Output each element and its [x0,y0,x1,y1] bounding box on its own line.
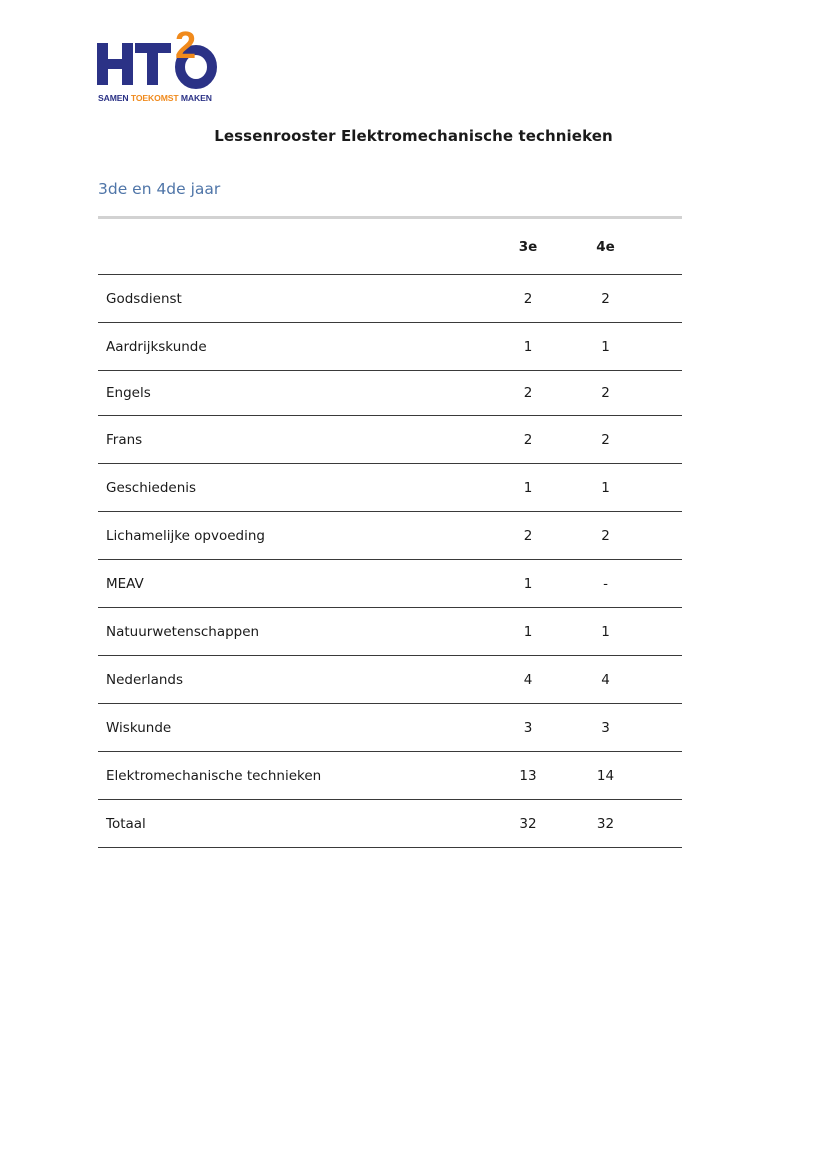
year3-hours-cell: 4 [489,656,567,704]
year3-hours-cell: 2 [489,416,567,464]
table-row [98,752,682,800]
table-row [98,656,682,704]
timetable [98,219,682,848]
table-header-row [98,219,682,275]
year4-hours-cell: 2 [567,371,644,416]
table-row [98,416,682,464]
year4-hours-cell: 1 [567,464,644,512]
year4-hours-cell: 14 [567,752,644,800]
year3-hours-cell: 1 [489,323,567,371]
table-row [98,371,682,416]
subject-cell: Natuurwetenschappen [98,608,489,656]
subject-cell: Wiskunde [98,704,489,752]
year3-hours-cell: 1 [489,608,567,656]
ht2o-logo-mark [97,28,222,94]
subject-cell: Godsdienst [98,275,489,323]
document-title: Lessenrooster Elektromechanische technieken [214,127,613,145]
year4-hours-cell: 4 [567,656,644,704]
year4-hours-cell: 3 [567,704,644,752]
year3-hours-cell: 3 [489,704,567,752]
year3-hours-cell: 1 [489,560,567,608]
year4-hours-cell: 2 [567,275,644,323]
year4-hours-cell: 2 [567,416,644,464]
table-row [98,512,682,560]
table-row [98,608,682,656]
header-year4: 4e [567,219,644,275]
year3-hours-cell: 32 [489,800,567,848]
subject-cell: Elektromechanische technieken [98,752,489,800]
header-year3: 3e [489,219,567,275]
subject-cell: Totaal [98,800,489,848]
year4-hours-cell: 2 [567,512,644,560]
table-row [98,800,682,848]
subject-cell: Nederlands [98,656,489,704]
table-row [98,464,682,512]
subject-cell: Aardrijkskunde [98,323,489,371]
subject-cell: Frans [98,416,489,464]
svg-text:2: 2 [175,28,197,67]
subject-cell: Engels [98,371,489,416]
year4-hours-cell: - [567,560,644,608]
ht2o-logo [97,28,227,108]
section-heading: 3de en 4de jaar [98,180,221,198]
year3-hours-cell: 2 [489,275,567,323]
table-row [98,323,682,371]
table-row [98,560,682,608]
table-row [98,704,682,752]
subject-cell: Geschiedenis [98,464,489,512]
year3-hours-cell: 2 [489,512,567,560]
year4-hours-cell: 1 [567,608,644,656]
year3-hours-cell: 13 [489,752,567,800]
year3-hours-cell: 2 [489,371,567,416]
header-subject [98,219,489,275]
subject-cell: MEAV [98,560,489,608]
logo-tagline: SAMEN TOEKOMST MAKEN [98,93,212,103]
table-row [98,275,682,323]
subject-cell: Lichamelijke opvoeding [98,512,489,560]
year4-hours-cell: 32 [567,800,644,848]
year4-hours-cell: 1 [567,323,644,371]
year3-hours-cell: 1 [489,464,567,512]
